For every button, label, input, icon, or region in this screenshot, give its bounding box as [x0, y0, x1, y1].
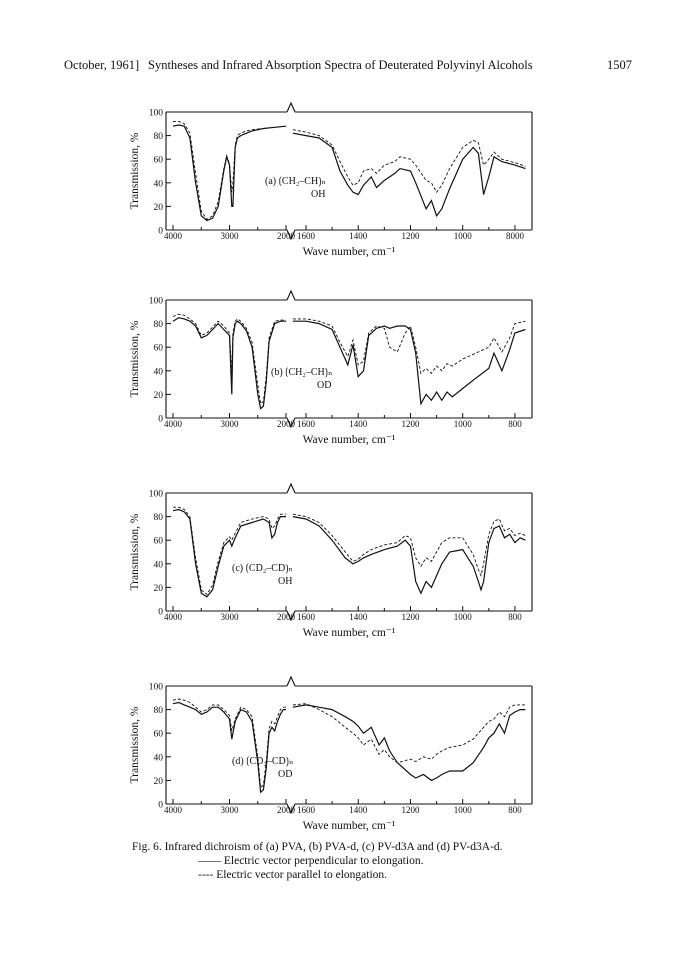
- spectrum-panel-b: [129, 291, 532, 446]
- x-tick-label: 3000: [220, 612, 239, 622]
- compound-formula-group: OD: [278, 769, 293, 780]
- compound-formula: (a) ⟮CH₂–CH⟯ₙ: [265, 176, 326, 187]
- x-tick-label: 8000: [505, 231, 524, 241]
- x-tick-label: 2000: [277, 612, 295, 622]
- y-tick-label: 0: [158, 607, 163, 618]
- x-tick-label: 3000: [220, 805, 239, 815]
- y-tick-label: 40: [153, 179, 163, 190]
- spectrum-solid-low-range: [293, 133, 526, 216]
- plot-frame-horizontal: [166, 686, 532, 804]
- x-axis-label: Wave number, cm⁻¹: [302, 246, 396, 258]
- x-tick-label: 1600: [297, 419, 315, 429]
- x-tick-label: 1000: [453, 612, 472, 622]
- x-tick-label: 4000: [164, 805, 182, 815]
- legend-solid-row: [132, 854, 582, 868]
- compound-formula-group: OH: [278, 576, 293, 587]
- spectrum-dashed-low-range: [293, 704, 526, 763]
- axis-break-top: [287, 484, 295, 493]
- plot-frame-horizontal: [166, 112, 532, 230]
- y-tick-label: 100: [148, 682, 163, 693]
- compound-formula: (b) ⟮CH₂–CH⟯ₙ: [271, 367, 333, 378]
- axis-break-top: [287, 677, 295, 686]
- y-tick-label: 20: [153, 390, 163, 401]
- x-tick-label: 800: [508, 805, 522, 815]
- spectrum-solid-low-range: [293, 705, 526, 781]
- y-tick-label: 20: [153, 583, 163, 594]
- y-axis-label: Transmission, %: [129, 513, 141, 591]
- legend-solid-text: Electric vector perpendicular to elongation.: [223, 855, 424, 867]
- figure-caption: [132, 840, 582, 882]
- x-tick-label: 4000: [164, 231, 182, 241]
- spectrum-dashed-low-range: [293, 130, 526, 193]
- x-tick-label: 1600: [297, 805, 315, 815]
- spectrum-panel-d: [129, 677, 532, 832]
- article-title: Syntheses and Infrared Absorption Spectra of Deuterated Polyvinyl Alcohols: [148, 58, 533, 72]
- x-tick-label: 1400: [349, 231, 368, 241]
- y-tick-label: 80: [153, 706, 163, 717]
- x-axis-label: Wave number, cm⁻¹: [302, 820, 396, 832]
- y-tick-label: 60: [153, 729, 163, 740]
- y-tick-label: 20: [153, 776, 163, 787]
- x-tick-label: 1600: [297, 612, 315, 622]
- legend-solid-marker: ——: [198, 855, 221, 867]
- spectrum-solid-high-range: [173, 318, 286, 409]
- x-tick-label: 1400: [349, 612, 368, 622]
- x-tick-label: 800: [508, 612, 522, 622]
- x-tick-label: 1200: [401, 805, 420, 815]
- x-axis-label: Wave number, cm⁻¹: [302, 627, 396, 639]
- x-tick-label: 1200: [401, 419, 420, 429]
- x-tick-label: 4000: [164, 612, 182, 622]
- y-tick-label: 60: [153, 155, 163, 166]
- x-tick-label: 1400: [349, 805, 368, 815]
- x-tick-label: 1000: [453, 231, 472, 241]
- y-tick-label: 100: [148, 489, 163, 500]
- y-tick-label: 0: [158, 226, 163, 237]
- x-tick-label: 3000: [220, 419, 239, 429]
- y-tick-label: 20: [153, 202, 163, 213]
- y-tick-label: 0: [158, 414, 163, 425]
- x-tick-label: 800: [508, 419, 522, 429]
- caption-text: Fig. 6. Infrared dichroism of (a) PVA, (b) PVA-d, (c) PV-d3A and (d) PV-d3A-d.: [132, 841, 503, 853]
- axis-break-top: [287, 103, 295, 112]
- x-tick-label: 1200: [401, 612, 420, 622]
- compound-formula-group: OD: [317, 380, 332, 391]
- x-tick-label: 3000: [220, 231, 239, 241]
- y-tick-label: 60: [153, 343, 163, 354]
- spectrum-solid-high-range: [173, 510, 286, 597]
- y-tick-label: 80: [153, 320, 163, 331]
- x-tick-label: 1400: [349, 419, 368, 429]
- y-tick-label: 100: [148, 296, 163, 307]
- x-tick-label: 2000: [277, 419, 295, 429]
- legend-dashed-text: Electric vector parallel to elongation.: [216, 869, 388, 881]
- x-tick-label: 4000: [164, 419, 182, 429]
- x-tick-label: 2000: [277, 231, 295, 241]
- x-axis-label: Wave number, cm⁻¹: [302, 434, 396, 446]
- spectrum-dashed-high-range: [173, 699, 286, 788]
- spectrum-panel-c: [129, 484, 532, 639]
- compound-formula: (d) ⟮CD₂–CD⟯ₙ: [232, 756, 294, 767]
- y-tick-label: 40: [153, 753, 163, 764]
- spectrum-solid-low-range: [293, 517, 526, 594]
- y-tick-label: 40: [153, 560, 163, 571]
- journal-date: October, 1961]: [64, 58, 140, 72]
- x-tick-label: 1000: [453, 419, 472, 429]
- spectrum-panel-a: [129, 103, 532, 258]
- y-tick-label: 80: [153, 132, 163, 143]
- page-number: 1507: [607, 58, 632, 72]
- spectrum-dashed-high-range: [173, 314, 286, 404]
- y-tick-label: 60: [153, 536, 163, 547]
- compound-formula-group: OH: [311, 189, 326, 200]
- y-tick-label: 0: [158, 800, 163, 811]
- spectrum-solid-high-range: [173, 125, 286, 221]
- y-tick-label: 80: [153, 513, 163, 524]
- x-tick-label: 2000: [277, 805, 295, 815]
- axis-break-top: [287, 291, 295, 300]
- compound-formula: (c) ⟮CD₂–CD⟯ₙ: [232, 563, 293, 574]
- legend-dashed-marker: ----: [198, 869, 214, 881]
- y-tick-label: 40: [153, 367, 163, 378]
- x-tick-label: 1000: [453, 805, 472, 815]
- spectrum-solid-low-range: [293, 321, 526, 404]
- y-axis-label: Transmission, %: [129, 706, 141, 784]
- legend-dashed-row: [132, 868, 582, 882]
- y-tick-label: 100: [148, 108, 163, 119]
- x-tick-label: 1200: [401, 231, 420, 241]
- x-tick-label: 1600: [297, 231, 315, 241]
- y-axis-label: Transmission, %: [129, 320, 141, 398]
- y-axis-label: Transmission, %: [129, 132, 141, 210]
